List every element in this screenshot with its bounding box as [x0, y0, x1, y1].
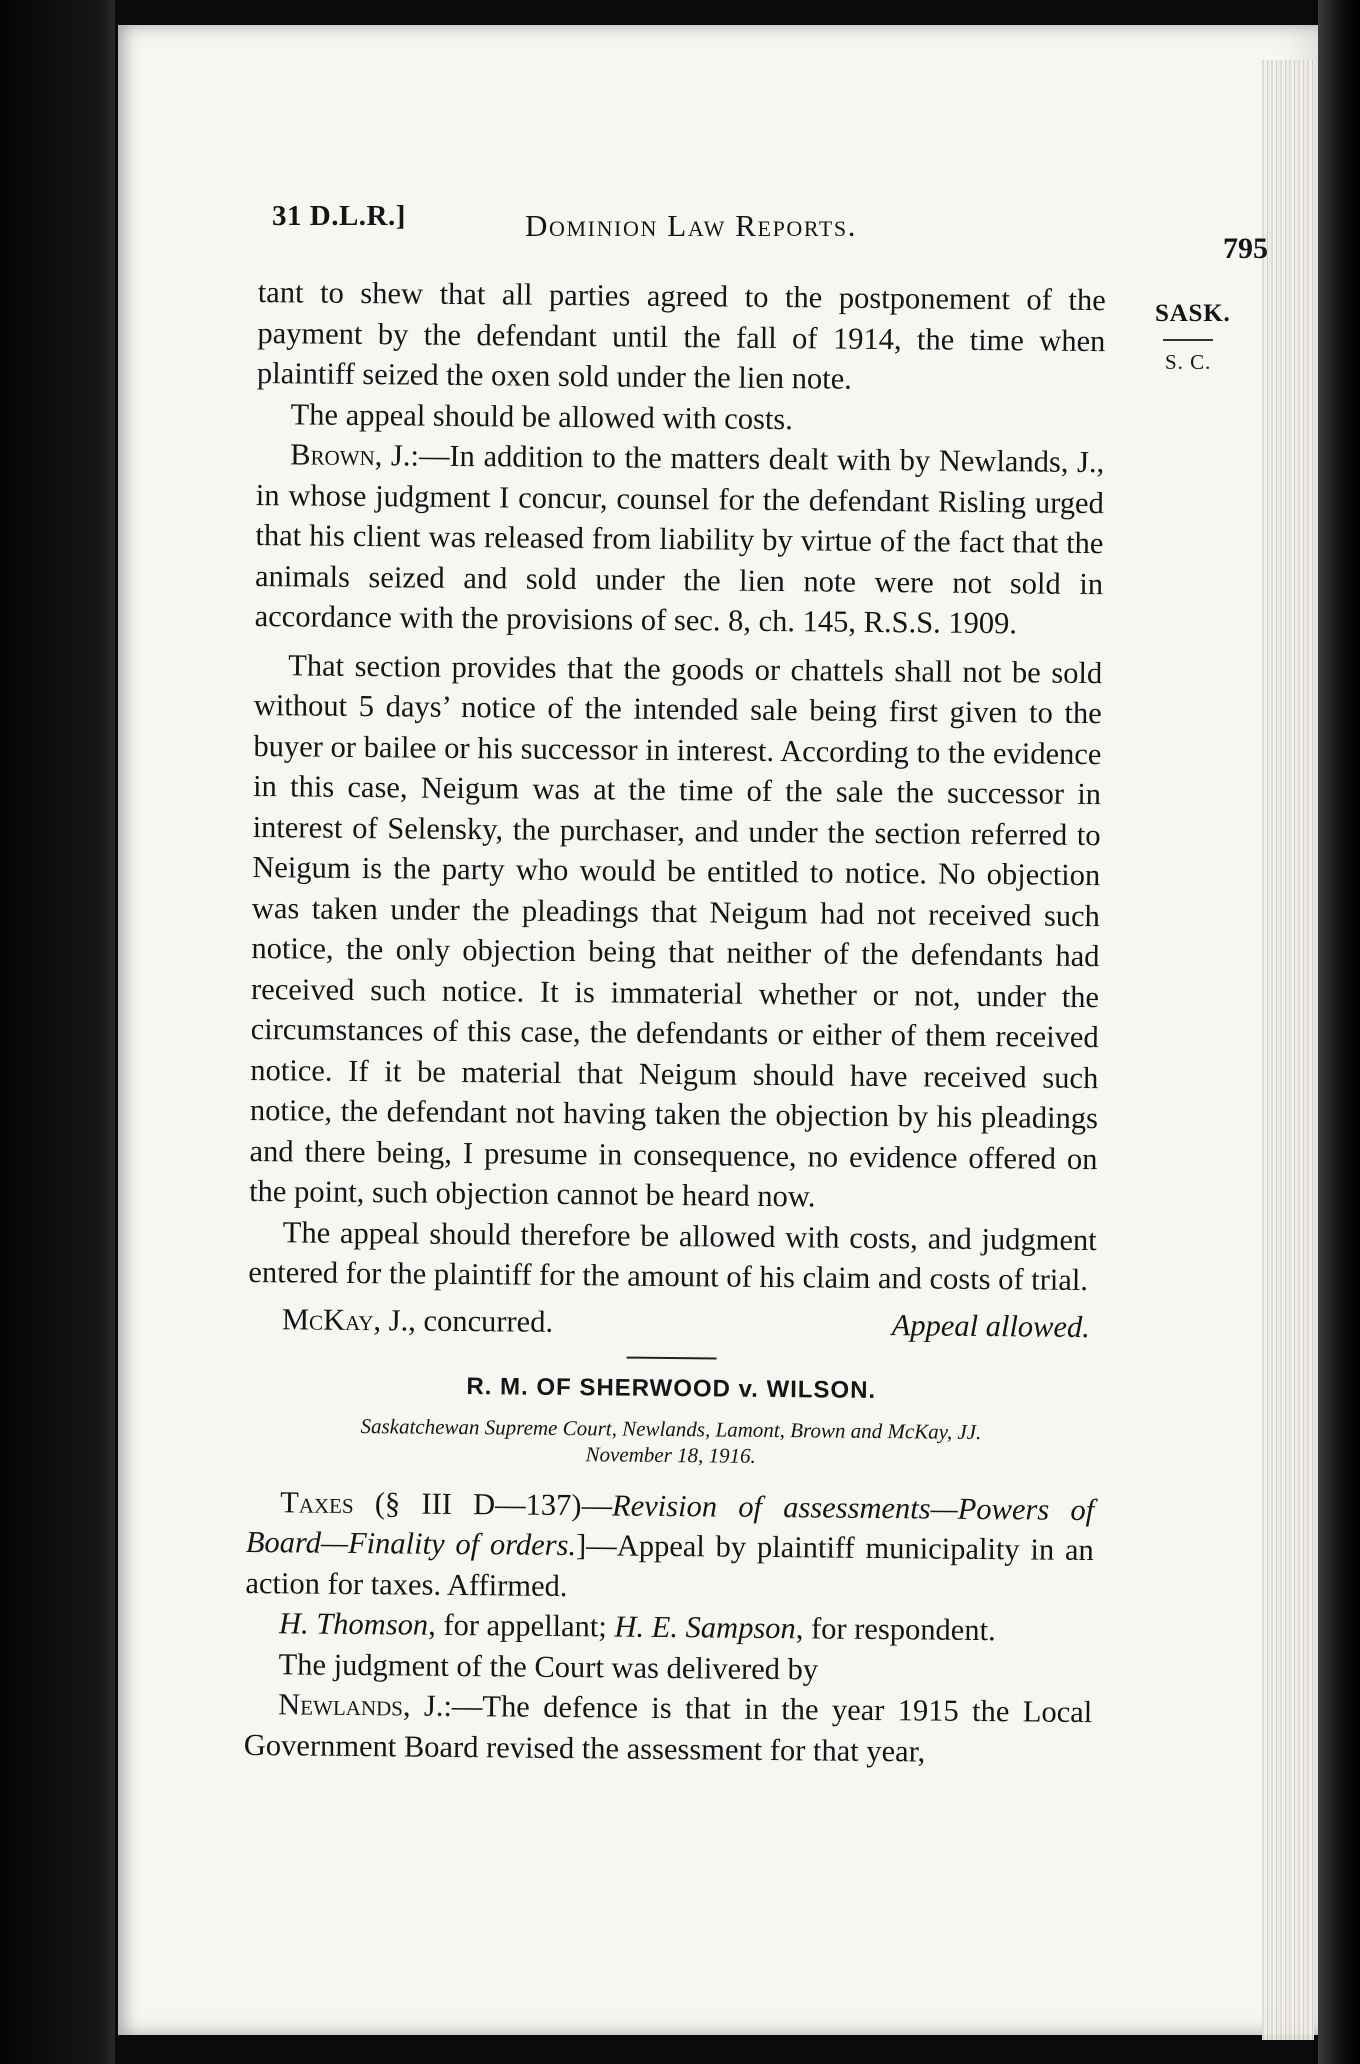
judge-name: Newlands, J. — [278, 1687, 444, 1723]
delivered-by: The judgment of the Court was delivered by — [278, 1646, 819, 1686]
section-divider — [627, 1357, 717, 1360]
margin-court: S. C. — [1165, 350, 1212, 374]
headnote-topic: Revision of assessments—Powers of Board—Finality of orders. — [245, 1487, 1095, 1563]
paragraph-appeal-allowed: The appeal should be allowed with costs. — [290, 396, 794, 436]
respondent-counsel: H. E. Sampson — [614, 1609, 796, 1646]
book-binding-shadow — [0, 0, 115, 2064]
paragraph-brown-judgment — [255, 434, 1105, 645]
case-title: R. M. OF SHERWOOD v. WILSON. — [466, 1373, 877, 1404]
judge-name: Brown, J. — [290, 437, 411, 473]
counsel: H. Thomson, for appellant; H. E. Sampson, for respondent. — [278, 1606, 996, 1648]
paragraph-text: :—In addition to the matters dealt with by Newlands, J., in whose judgment I concur, counsel for the defendant Risling urged that his client was released from liability by virtue of the fact that the animals seized and sold under the lien note were not sold in accordance with the provisions of sec. 8, ch. 145, R.S.S. 1909. — [254, 438, 1105, 641]
concurrence: McKay, J., concurred. — [281, 1301, 554, 1339]
newlands-judgment: Newlands, J.:—The defence is that in the year 1915 the Local Government Board revised the assessment for that year, — [243, 1687, 1093, 1768]
judge-name: McKay — [281, 1301, 374, 1337]
margin-rule — [1163, 339, 1213, 341]
disposition: Appeal allowed. — [891, 1307, 1091, 1344]
page-edges — [1262, 60, 1314, 2040]
right-edge-shadow — [1318, 0, 1360, 2064]
concurrence-row — [248, 1298, 1096, 1347]
headnote-label: Taxes — [280, 1484, 354, 1520]
decision-date: November 18, 1916. — [585, 1441, 756, 1468]
headnote: Taxes (§ III D—137)—Revision of assessments—Powers of Board—Finality of orders.]—Appeal by plaintiff municipality in an action for taxes. Affirmed. — [245, 1484, 1095, 1603]
running-header: Dominion Law Reports. — [525, 208, 858, 243]
paragraph-conclusion: The appeal should therefore be allowed with costs, and judgment entered for the plaintiff for the amount of his claim and costs of trial. — [248, 1214, 1097, 1298]
court-panel: Saskatchewan Supreme Court, Newlands, Lamont, Brown and McKay, JJ. — [360, 1413, 982, 1444]
page-body — [244, 272, 1106, 1773]
margin-province: SASK. — [1155, 300, 1231, 327]
page-number: 795 — [1223, 232, 1268, 265]
paragraph-continuation: tant to shew that all parties agreed to the postponement of the payment by the defendant until the fall of 1914, the time when plaintiff seized the oxen sold under the lien note. — [256, 274, 1106, 396]
paragraph-section-notice: That section provides that the goods or chattels shall not be sold without 5 days’ notice of the intended sale being first given to the buyer or bailee or his successor in interest. According to the evidence in this case, Neigum was at the time of the sale the successor in interest of Selensky, the purchaser, and under the section referred to Neigum is the party who would be entitled to notice. No objection was taken under the pleadings that Neigum had not received such notice, the only objection being that neither of the defendants had received such notice. It is immaterial whether or not, under the circumstances of this case, the defendants or either of them received notice. If it be material that Neigum should have received such notice, the defendant not having taken the objection by his pleadings and there being, I presume in consequence, no evidence offered on the point, such objection cannot be heard now. — [249, 647, 1103, 1214]
court-details — [247, 1411, 1095, 1471]
appellant-counsel: H. Thomson — [278, 1606, 429, 1642]
volume-reference: 31 D.L.R.] — [272, 200, 406, 232]
